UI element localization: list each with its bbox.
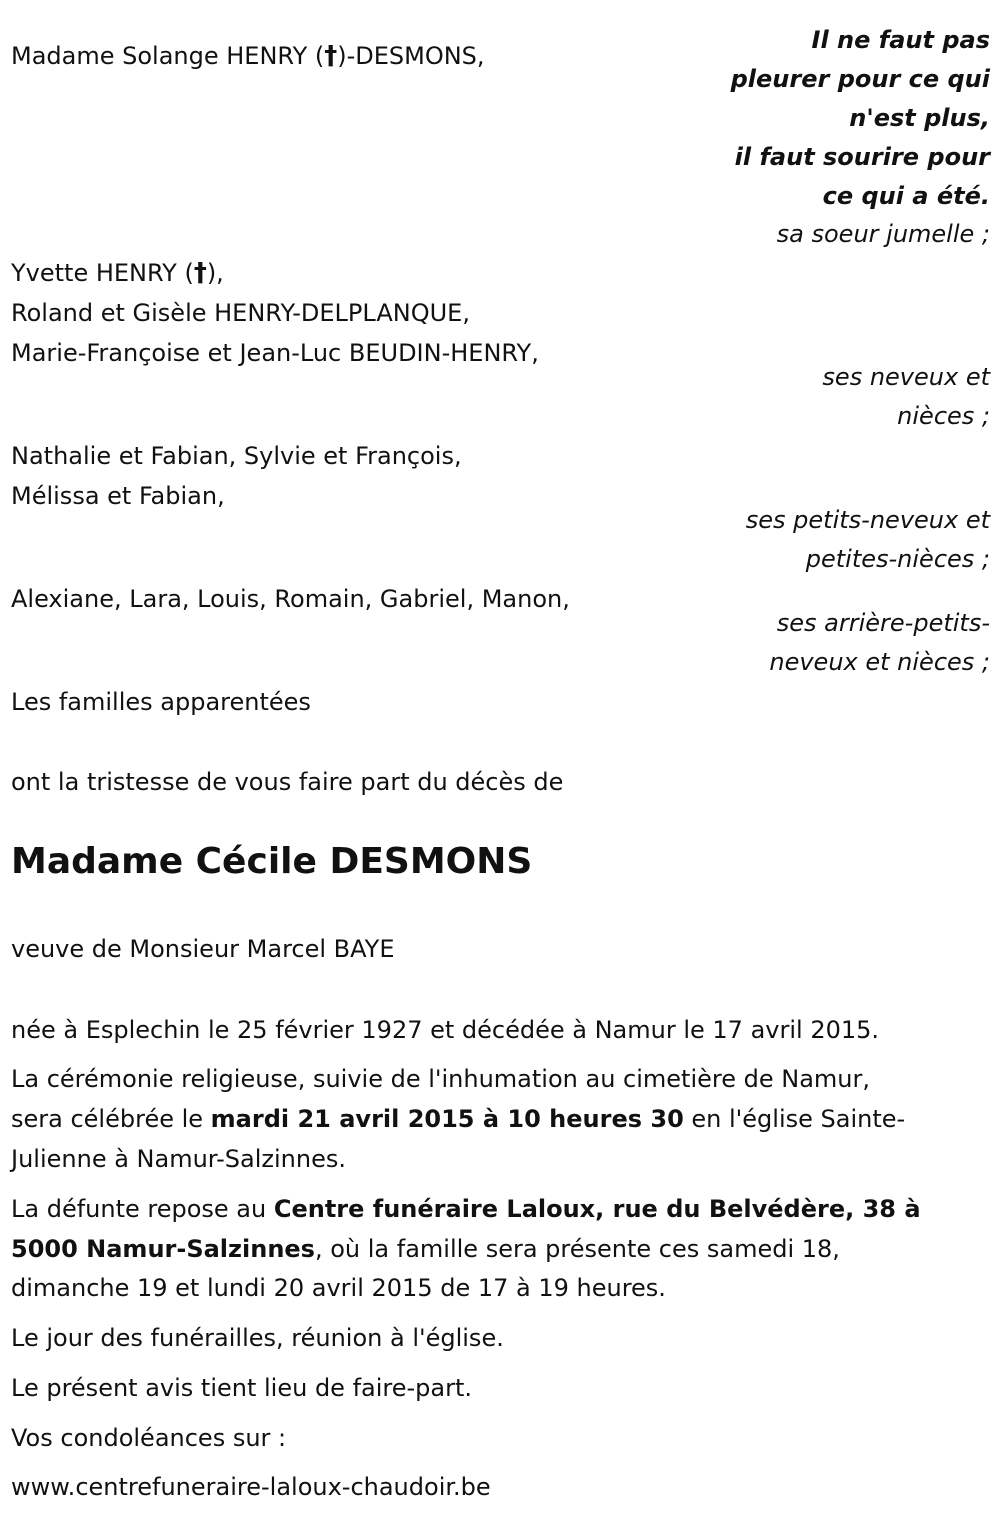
rest-postcode: 5000 Namur-Salzinnes xyxy=(11,1235,315,1263)
rest-line-1 xyxy=(11,1189,921,1229)
website-link[interactable]: www.centrefuneraire-laloux-chaudoir.be xyxy=(11,1473,491,1501)
nephew-line-1 xyxy=(11,253,224,293)
ceremony-line-3: Julienne à Namur-Salzinnes. xyxy=(11,1145,346,1173)
notice-line: Le présent avis tient lieu de faire-part. xyxy=(11,1374,473,1402)
condolences-line: Vos condoléances sur : xyxy=(11,1424,287,1452)
sister-name: Madame Solange HENRY ( xyxy=(11,42,325,70)
relation-nephews-2: nièces ; xyxy=(897,402,990,430)
greatgrand-line: Alexiane, Lara, Louis, Romain, Gabriel, Manon, xyxy=(11,585,570,613)
grandnephews-line-1: Nathalie et Fabian, Sylvie et François, xyxy=(11,442,462,470)
intro-line: ont la tristesse de vous faire part du décès de xyxy=(11,768,564,796)
sister-line xyxy=(11,36,485,76)
deceased-name: Madame Cécile DESMONS xyxy=(11,841,533,882)
ceremony-datetime: mardi 21 avril 2015 à 10 heures 30 xyxy=(210,1105,684,1133)
relation-greatgrand-2: neveux et nièces ; xyxy=(769,648,990,676)
quote-line-2: pleurer pour ce qui xyxy=(730,65,990,93)
nephew-line-3: Marie-Françoise et Jean-Luc BEUDIN-HENRY, xyxy=(11,339,539,367)
nephew-1-end: ), xyxy=(206,259,224,287)
quote-line-5: ce qui a été. xyxy=(822,182,990,210)
cross-icon: † xyxy=(193,258,207,288)
quote-line-3: n'est plus, xyxy=(849,104,990,132)
relation-greatgrand-1: ses arrière-petits- xyxy=(776,609,990,637)
families-line: Les familles apparentées xyxy=(11,688,311,716)
rest-line-2 xyxy=(11,1229,840,1269)
quote-line-4: il faut sourire pour xyxy=(734,143,990,171)
nephew-1-name: Yvette HENRY ( xyxy=(11,259,194,287)
rest-location: Centre funéraire Laloux, rue du Belvédère, 38 à xyxy=(273,1195,921,1223)
funeral-day-line: Le jour des funérailles, réunion à l'église. xyxy=(11,1324,504,1352)
ceremony-text-a: sera célébrée le xyxy=(11,1105,211,1133)
rest-text-a: La défunte repose au xyxy=(11,1195,274,1223)
rest-text-b: , où la famille sera présente ces samedi 18, xyxy=(314,1235,840,1263)
quote-line-1: Il ne faut pas xyxy=(811,26,990,54)
widow-line: veuve de Monsieur Marcel BAYE xyxy=(11,935,395,963)
nephew-line-2: Roland et Gisèle HENRY-DELPLANQUE, xyxy=(11,299,470,327)
relation-grandnephews-2: petites-nièces ; xyxy=(805,545,990,573)
birth-death-line: née à Esplechin le 25 février 1927 et décédée à Namur le 17 avril 2015. xyxy=(11,1016,880,1044)
relation-sister: sa soeur jumelle ; xyxy=(776,220,990,248)
relation-grandnephews-1: ses petits-neveux et xyxy=(745,506,990,534)
grandnephews-line-2: Mélissa et Fabian, xyxy=(11,482,225,510)
relation-nephews-1: ses neveux et xyxy=(822,363,990,391)
cross-icon: † xyxy=(324,41,338,71)
rest-line-3: dimanche 19 et lundi 20 avril 2015 de 17 à 19 heures. xyxy=(11,1274,666,1302)
ceremony-line-1: La cérémonie religieuse, suivie de l'inhumation au cimetière de Namur, xyxy=(11,1065,870,1093)
sister-name-end: )-DESMONS, xyxy=(337,42,485,70)
ceremony-text-c: en l'église Sainte- xyxy=(683,1105,906,1133)
ceremony-line-2 xyxy=(11,1099,905,1139)
